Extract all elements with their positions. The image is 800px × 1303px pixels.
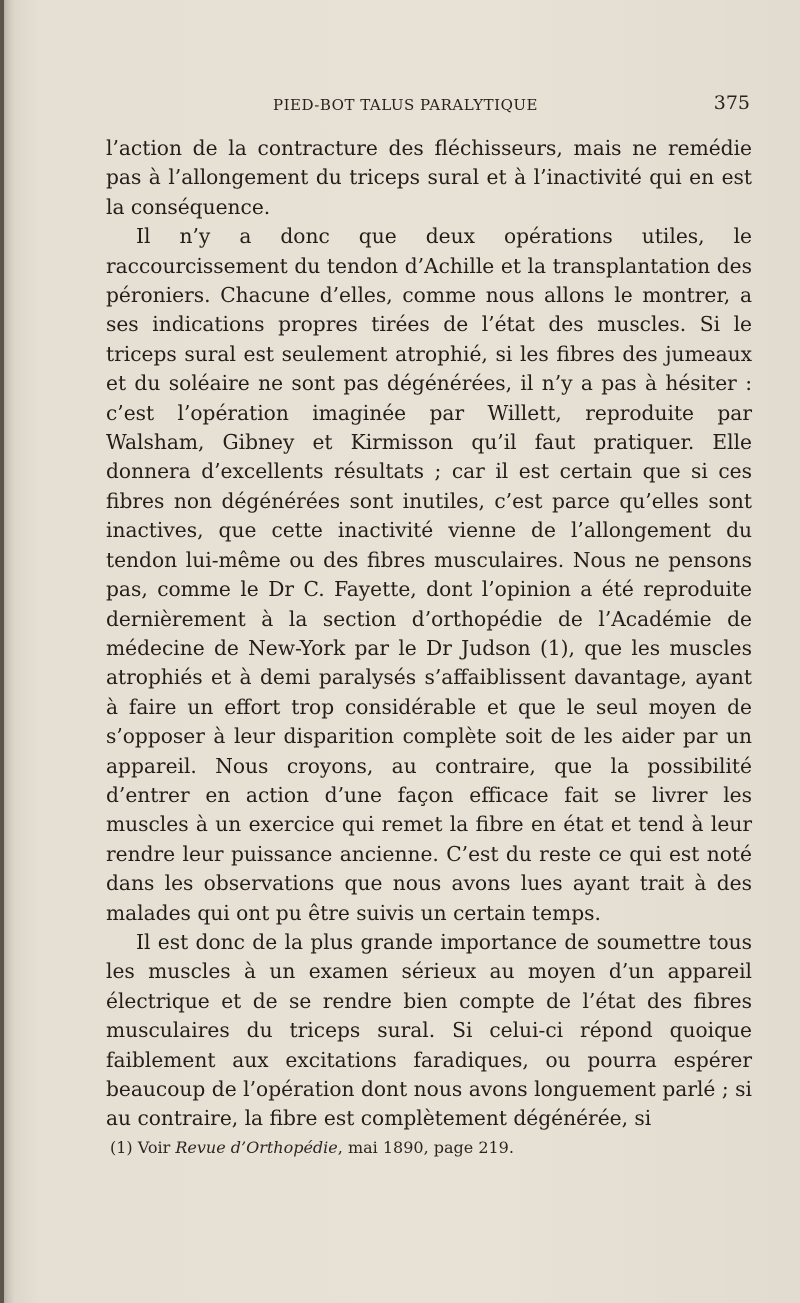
paragraph-1: l’action de la contracture des fléchisseurs, mais ne remédie pas à l’allongement du triceps sural et à l’inactivité qui en est la conséquence. xyxy=(106,136,752,219)
book-spine-shadow xyxy=(0,0,4,1303)
running-title: PIED-BOT TALUS PARALYTIQUE xyxy=(273,96,538,114)
footnote-prefix: Voir xyxy=(137,1138,171,1157)
paragraph-3: Il est donc de la plus grande importance de soumettre tous les muscles à un examen sérieux au moyen d’un appareil électrique et de se rendre bien compte de l’état des fibres musculaires du triceps sural. Si celui-ci répond quoique faiblement aux excitations faradiques, ou pourra espérer beaucoup de l’opération dont nous avons longuement parlé ; si au contraire, la fibre est complètement dégénérée, si xyxy=(106,929,752,1131)
footnote-journal: Revue d’Orthopédie xyxy=(175,1138,338,1157)
page-number: 375 xyxy=(713,92,750,114)
paragraph-2: Il n’y a donc que deux opérations utiles, le raccourcissement du tendon d’Achille et la transplantation des péroniers. Chacune d’elles, comme nous allons le montrer, a ses indications propres tirées de l’état des muscles. Si le triceps sural est seulement atrophié, si les fibres des jumeaux et du soléaire ne sont pas dégénérées, il n’y a pas à hésiter : c’est l’opération imaginée par Willett, reproduite par Walsham, Gibney et Kirmisson qu’il faut pratiquer. Elle donnera d’excellents résultats ; car il est certain que si ces fibres non dégénérées sont inutiles, c’est parce qu’elles sont inactives, que cette inactivité vienne de l’allongement du tendon lui-même ou des fibres musculaires. Nous ne pensons pas, comme le Dr C. Fayette, dont l’opinion a été reproduite dernièrement à la section d’orthopédie de l’Académie de médecine de New-York par le Dr Judson (1), que les muscles atrophiés et à demi paralysés s’affaiblissent davantage, ayant à faire un effort trop considérable et que le seul moyen de s’opposer à leur disparition complète soit de les aider par un appareil. Nous croyons, au contraire, que la possibilité d’entrer en action d’une façon efficace fait se livrer les muscles à un exercice qui remet la fibre en état et tend à leur rendre leur puissance ancienne. C’est du reste ce qui est noté dans les observations que nous avons lues ayant trait à des malades qui ont pu être suivis un certain temps. xyxy=(106,224,752,925)
footnote xyxy=(110,1138,750,1157)
footnote-suffix: , mai 1890, page 219. xyxy=(337,1138,514,1157)
footnote-marker: (1) xyxy=(110,1138,133,1157)
page-header xyxy=(108,92,750,120)
body-text xyxy=(106,134,752,1134)
